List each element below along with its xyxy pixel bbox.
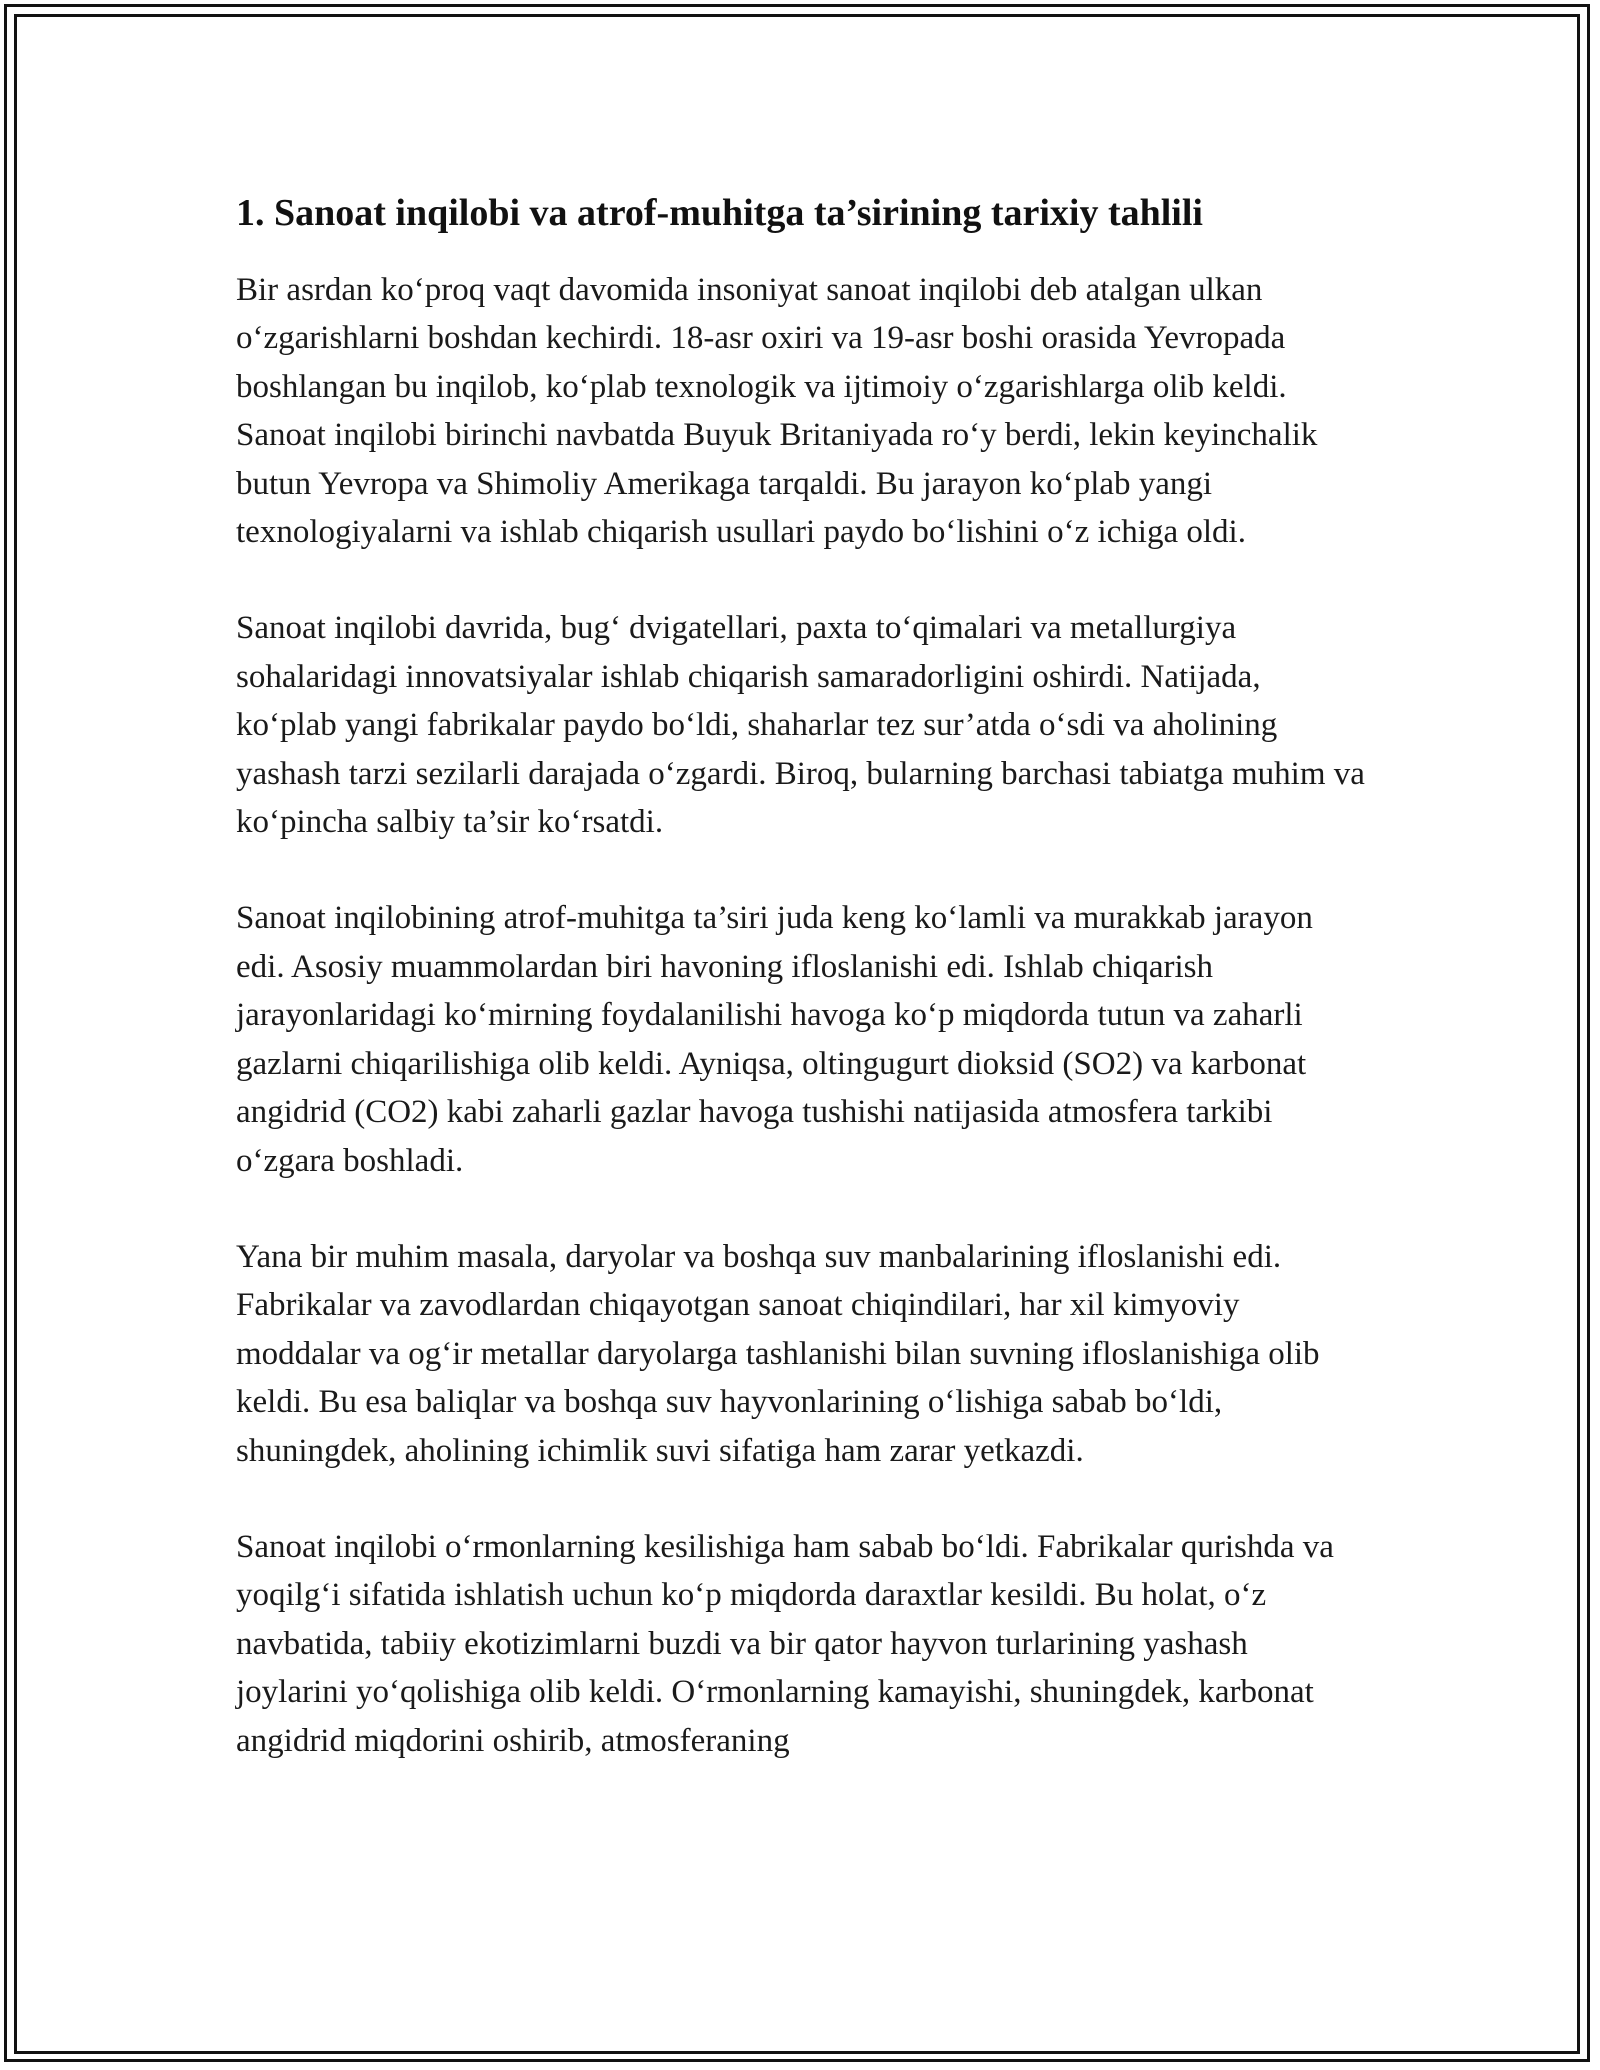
- paragraph-2: Sanoat inqilobi davrida, bugʻ dvigatellari, paxta toʻqimalari va metallurgiya sohalaridagi innovatsiyalar ishlab chiqarish samaradorligini oshirdi. Natijada, koʻplab yangi fabrikalar paydo boʻldi, shaharlar tez sur’atda oʻsdi va aholining yashash tarzi sezilarli darajada oʻzgardi. Biroq, bularning barchasi tabiatga muhim va koʻpincha salbiy ta’sir koʻrsatdi.: [236, 610, 1365, 841]
- document-body: [236, 186, 1366, 1813]
- paragraph-3: Sanoat inqilobining atrof-muhitga ta’siri juda keng koʻlamli va murakkab jarayon edi. Asosiy muammolardan biri havoning ifloslanishi edi. Ishlab chiqarish jarayonlaridagi koʻmirning foydalanilishi havoga koʻp miqdorda tutun va zaharli gazlarni chiqarilishiga olib keldi. Ayniqsa, oltingugurt dioksid (SO2) va karbonat angidrid (CO2) kabi zaharli gazlar havoga tushishi natijasida atmosfera tarkibi oʻzgara boshladi.: [236, 900, 1313, 1179]
- paragraph-5: Sanoat inqilobi oʻrmonlarning kesilishiga ham sabab boʻldi. Fabrikalar qurishda va yoqilgʻi sifatida ishlatish uchun koʻp miqdorda daraxtlar kesildi. Bu holat, oʻz navbatida, tabiiy ekotizimlarni buzdi va bir qator hayvon turlarining yashash joylarini yoʻqolishiga olib keldi. Oʻrmonlarning kamayishi, shuningdek, karbonat angidrid miqdorini oshirib, atmosferaning: [236, 1528, 1334, 1759]
- paragraph-1: Bir asrdan koʻproq vaqt davomida insoniyat sanoat inqilobi deb atalgan ulkan oʻzgarishlarni boshdan kechirdi. 18-asr oxiri va 19-asr boshi orasida Yevropada boshlangan bu inqilob, koʻplab texnologik va ijtimoiy oʻzgarishlarga olib keldi. Sanoat inqilobi birinchi navbatda Buyuk Britaniyada roʻy berdi, lekin keyinchalik butun Yevropa va Shimoliy Amerikaga tarqaldi. Bu jarayon koʻplab yangi texnologiyalarni va ishlab chiqarish usullari paydo boʻlishini oʻz ichiga oldi.: [236, 272, 1318, 551]
- paragraph-4: Yana bir muhim masala, daryolar va boshqa suv manbalarining ifloslanishi edi. Fabrikalar va zavodlardan chiqayotgan sanoat chiqindilari, har xil kimyoviy moddalar va ogʻir metallar daryolarga tashlanishi bilan suvning ifloslanishiga olib keldi. Bu esa baliqlar va boshqa suv hayvonlarining oʻlishiga sabab boʻldi, shuningdek, aholining ichimlik suvi sifatiga ham zarar yetkazdi.: [236, 1238, 1320, 1469]
- section-heading: 1. Sanoat inqilobi va atrof-muhitga ta’sirining tarixiy tahlili: [236, 192, 1203, 234]
